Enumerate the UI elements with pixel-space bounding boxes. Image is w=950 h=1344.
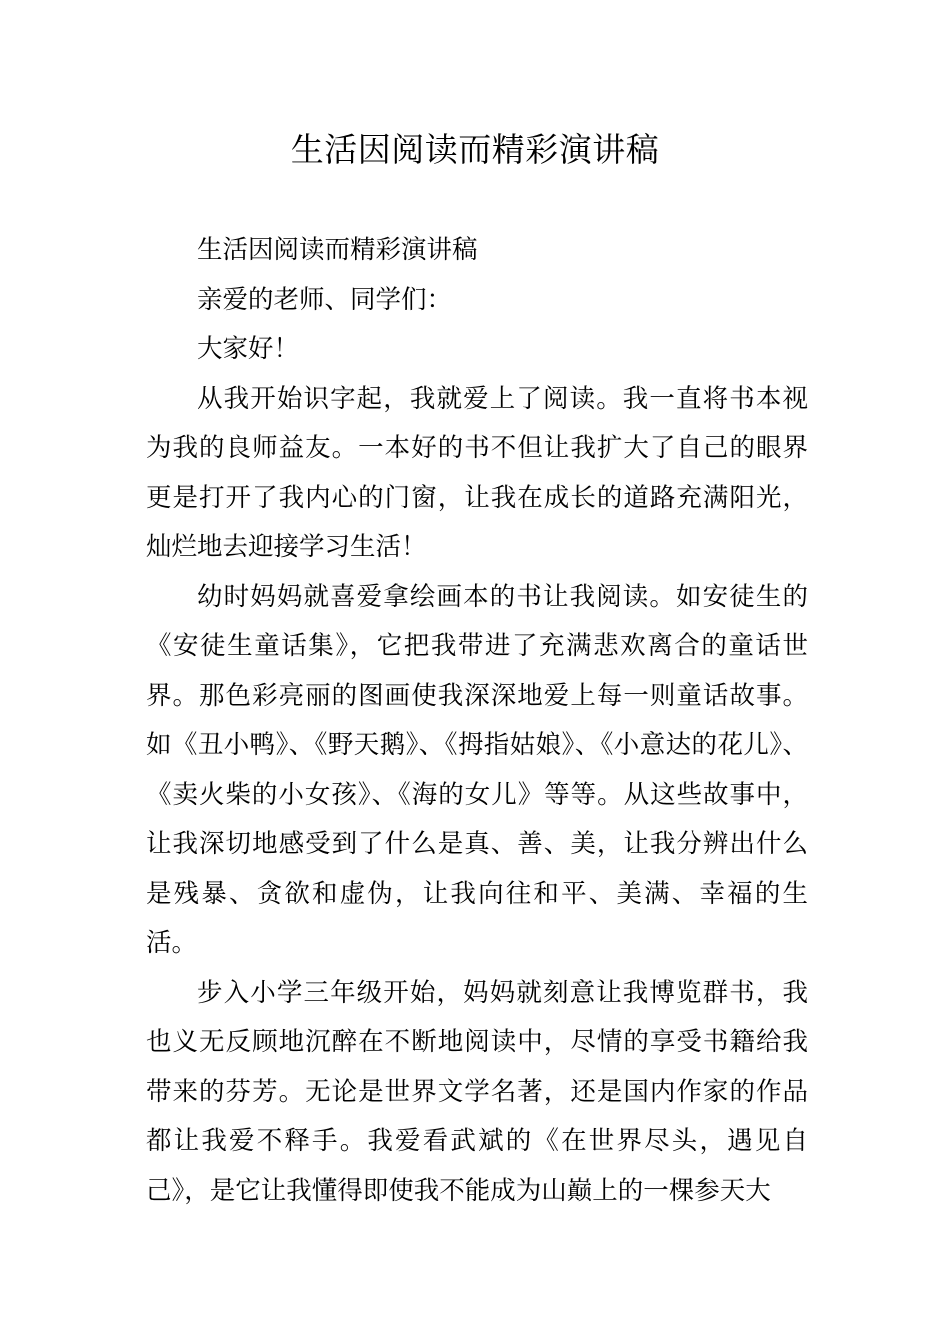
paragraph-2: 幼时妈妈就喜爱拿绘画本的书让我阅读。如安徒生的《安徒生童话集》，它把我带进了充满悲欢离合的童话世界。那色彩亮丽的图画使我深深地爱上每一则童话故事。如《丑小鸭》、《野天鹅》、《拇指姑娘》、《小意达的花儿》、《卖火柴的小女孩》、《海的女儿》等等。从这些故事中，让我深切地感受到了什么是真、善、美，让我分辨出什么是残暴、贪欲和虚伪，让我向往和平、美满、幸福的生活。 <box>146 581 808 958</box>
document-body <box>146 226 808 1216</box>
paragraph-heading-repeat: 生活因阅读而精彩演讲稿 <box>197 235 478 265</box>
document-title: 生活因阅读而精彩演讲稿 <box>290 130 660 169</box>
paragraph-salutation: 亲爱的老师、同学们： <box>197 284 453 315</box>
paragraph-1: 从我开始识字起，我就爱上了阅读。我一直将书本视为我的良师益友。一本好的书不但让我扩大了自己的眼界更是打开了我内心的门窗，让我在成长的道路充满阳光，灿烂地去迎接学习生活！ <box>146 383 808 562</box>
paragraph-3: 步入小学三年级开始，妈妈就刻意让我博览群书，我也义无反顾地沉醉在不断地阅读中，尽情的享受书籍给我带来的芬芳。无论是世界文学名著，还是国内作家的作品都让我爱不释手。我爱看武斌的《在世界尽头，遇见自己》，是它让我懂得即使我不能成为山巅上的一棵参天大 <box>146 977 808 1206</box>
paragraph-greeting: 大家好！ <box>197 334 300 364</box>
